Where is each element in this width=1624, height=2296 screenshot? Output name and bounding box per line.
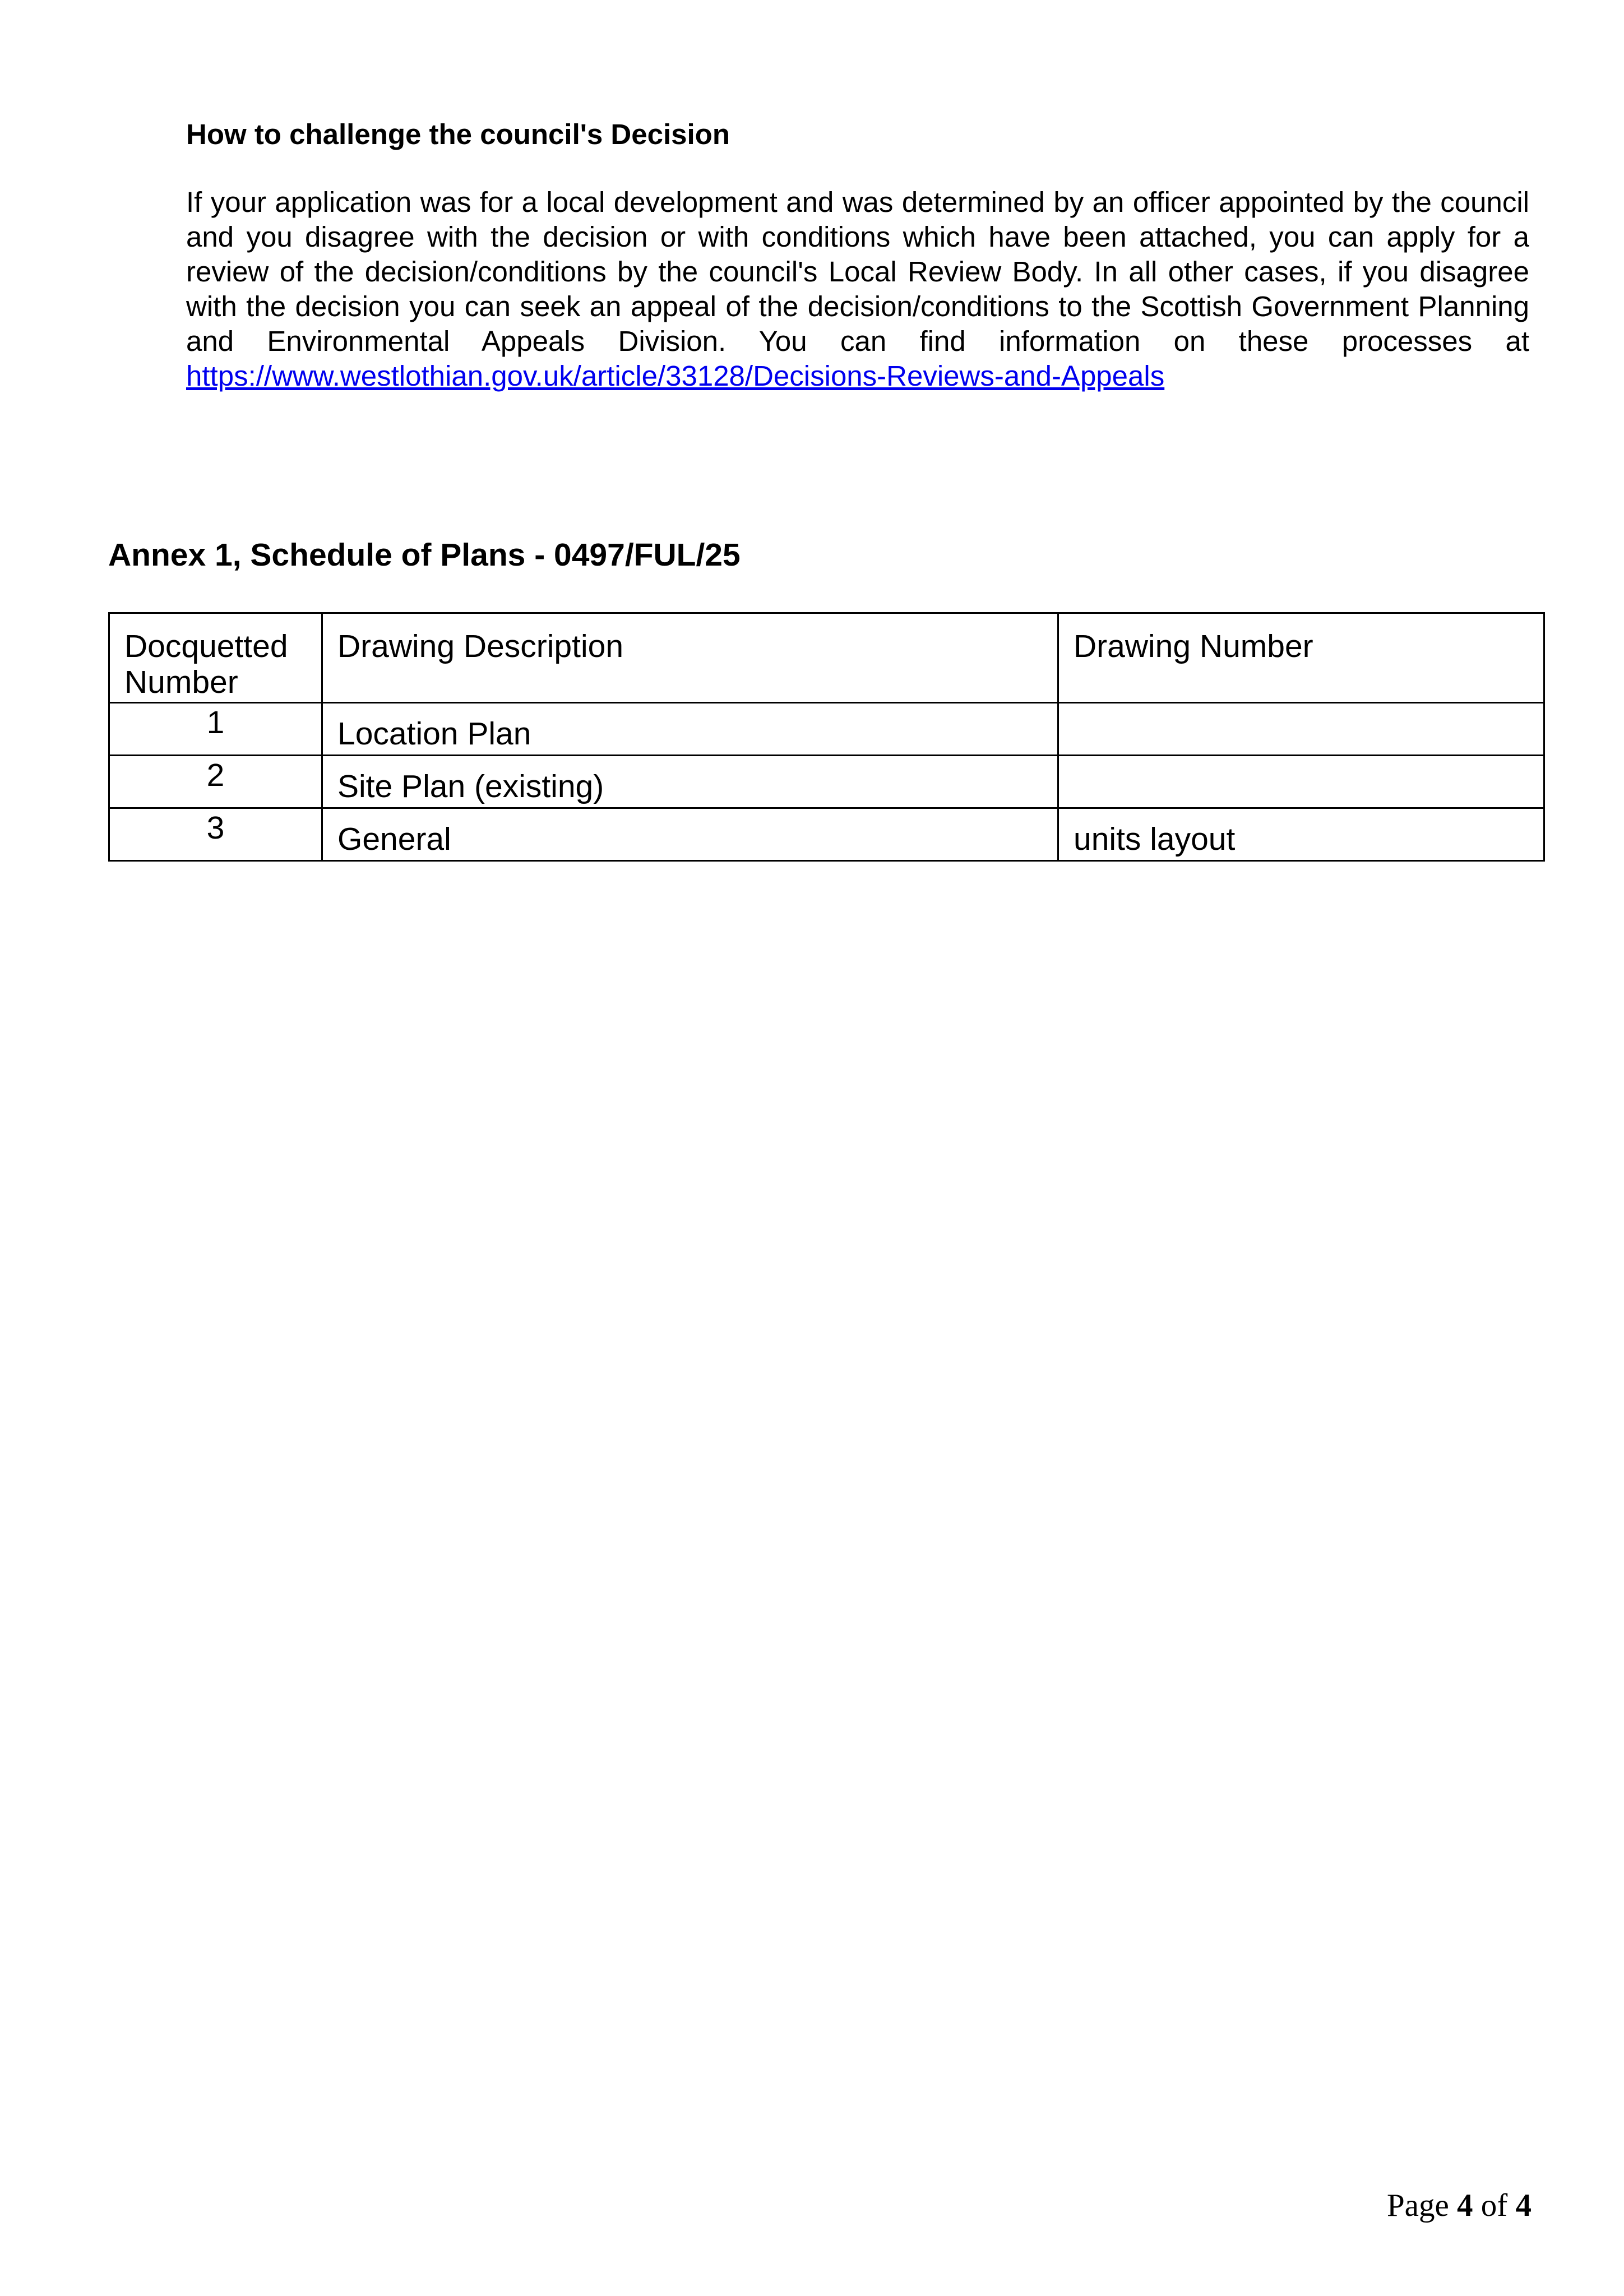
drawing-description-cell: Site Plan (existing) [322,756,1058,808]
current-page-number: 4 [1457,2188,1473,2223]
challenge-body-text: If your application was for a local development and was determined by an officer appointed by the council and you disagree with the decision or with conditions which have been attached, you can apply for a review of the decision/conditions by the council's Local Review Body. In all other cases, if you disagree with the decision you can seek an appeal of the decision/conditions to the Scottish Government Planning and Environmental Appeals Division. You can find information on these processes at [186,186,1529,357]
of-word: of [1480,2188,1508,2223]
total-pages-number: 4 [1515,2188,1532,2223]
drawing-number-cell: units layout [1058,808,1544,861]
header-docquetted-number: Docquetted Number [109,613,322,703]
schedule-of-plans-table [108,612,1545,862]
header-drawing-number: Drawing Number [1058,613,1544,703]
drawing-number-cell [1058,756,1544,808]
drawing-number-cell [1058,703,1544,756]
challenge-heading: How to challenge the council's Decision [186,118,730,150]
drawing-description-cell: Location Plan [322,703,1058,756]
page-word: Page [1386,2188,1449,2223]
challenge-paragraph [186,185,1529,394]
docquetted-number-cell: 2 [109,756,322,808]
drawing-description-cell: General [322,808,1058,861]
decisions-reviews-appeals-link[interactable]: https://www.westlothian.gov.uk/article/33128/Decisions-Reviews-and-Appeals [186,360,1165,392]
table-header-row [109,613,1544,703]
docquetted-number-cell: 3 [109,808,322,861]
header-drawing-description: Drawing Description [322,613,1058,703]
table-row [109,756,1544,808]
docquetted-number-cell: 1 [109,703,322,756]
annex-heading: Annex 1, Schedule of Plans - 0497/FUL/25 [108,537,741,573]
page-number-footer [1387,2186,1532,2225]
table-row [109,703,1544,756]
table-row [109,808,1544,861]
